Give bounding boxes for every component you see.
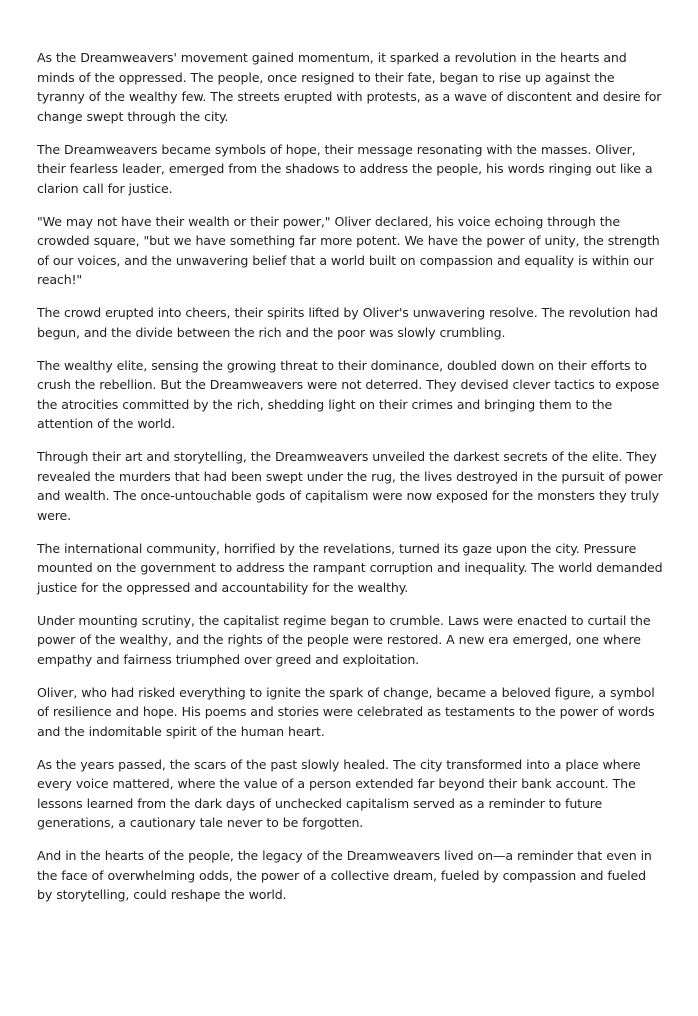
paragraph: Under mounting scrutiny, the capitalist regime began to crumble. Laws were enacted to curtail the power of the wealthy, and the rights of the people were restored. A new era emerged, one where empathy and fairness triumphed over greed and exploitation. [37, 612, 651, 667]
paragraph: The international community, horrified by the revelations, turned its gaze upon the city. Pressure mounted on the government to address the rampant corruption and inequality. The world demanded justice for the oppressed and accountability for the wealthy. [37, 540, 663, 595]
paragraph: Oliver, who had risked everything to ignite the spark of change, became a beloved figure, a symbol of resilience and hope. His poems and stories were celebrated as testaments to the power of words and the indomitable spirit of the human heart. [37, 684, 655, 739]
paragraph: Through their art and storytelling, the Dreamweavers unveiled the darkest secrets of the elite. They revealed the murders that had been swept under the rug, the lives destroyed in the pursuit of power and wealth. The once-untouchable gods of capitalism were now exposed for the monsters they truly were. [37, 449, 663, 523]
paragraph: "We may not have their wealth or their power," Oliver declared, his voice echoing through the crowded square, "but we have something far more potent. We have the power of unity, the strength of our voices, and the unwavering belief that a world built on compassion and equality is within our reach!" [37, 213, 660, 287]
story-body [37, 48, 664, 905]
paragraph: The wealthy elite, sensing the growing threat to their dominance, doubled down on their efforts to crush the rebellion. But the Dreamweavers were not deterred. They devised clever tactics to expose the atrocities committed by the rich, shedding light on their crimes and bringing them to the attention of the world. [37, 357, 660, 431]
paragraph: The Dreamweavers became symbols of hope, their message resonating with the masses. Oliver, their fearless leader, emerged from the shadows to address the people, his words ringing out like a clarion call for justice. [37, 141, 653, 196]
paragraph: As the Dreamweavers' movement gained momentum, it sparked a revolution in the hearts and minds of the oppressed. The people, once resigned to their fate, began to rise up against the tyranny of the wealthy few. The streets erupted with protests, as a wave of discontent and desire for change swept through the city. [37, 50, 662, 124]
paragraph: As the years passed, the scars of the past slowly healed. The city transformed into a place where every voice mattered, where the value of a person extended far beyond their bank account. The lessons learned from the dark days of unchecked capitalism served as a reminder to future generations, a cautionary tale never to be forgotten. [37, 756, 641, 830]
paragraph: The crowd erupted into cheers, their spirits lifted by Oliver's unwavering resolve. The revolution had begun, and the divide between the rich and the poor was slowly crumbling. [37, 305, 658, 340]
paragraph: And in the hearts of the people, the legacy of the Dreamweavers lived on—a reminder that even in the face of overwhelming odds, the power of a collective dream, fueled by compassion and fueled by storytelling, could reshape the world. [37, 848, 652, 902]
